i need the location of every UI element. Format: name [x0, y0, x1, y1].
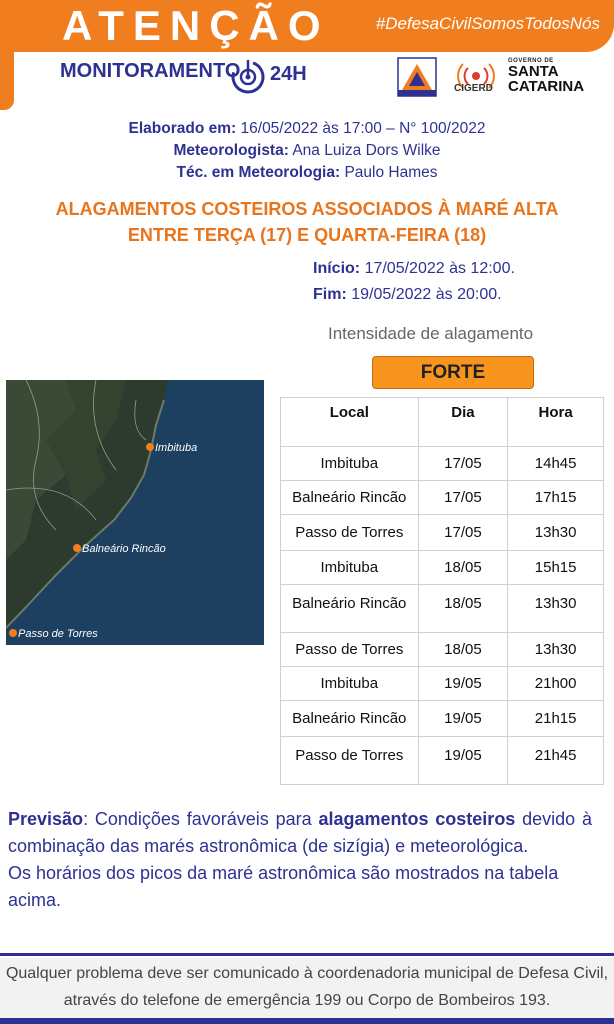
cell-local: Imbituba	[281, 447, 419, 481]
tecnico-line	[0, 162, 614, 184]
cell-hora: 21h45	[508, 737, 604, 785]
torres-label: Passo de Torres	[18, 628, 98, 640]
forecast-note: Os horários dos picos da maré astronômica são mostrados na tabela acima.	[8, 863, 559, 910]
header-hora: Hora	[508, 398, 604, 447]
sc-name-2: CATARINA	[508, 78, 585, 95]
forecast-label: Previsão	[8, 809, 84, 829]
fim-line	[313, 282, 515, 308]
table-row	[281, 515, 604, 551]
cell-dia: 19/05	[418, 667, 508, 701]
cell-local: Imbituba	[281, 667, 419, 701]
footer-line1: Qualquer problema deve ser comunicado à coordenadoria municipal de Defesa Civil,	[5, 965, 609, 982]
cell-dia: 17/05	[418, 447, 508, 481]
cell-local: Balneário Rincão	[281, 585, 419, 633]
intensity-label: Intensidade de alagamento	[328, 324, 534, 343]
tide-table	[280, 397, 604, 785]
header-dia: Dia	[418, 398, 508, 447]
inicio-value: 17/05/2022 às 12:00.	[364, 260, 515, 277]
table-row	[281, 585, 604, 633]
tecnico-value: Paulo Hames	[344, 164, 438, 181]
alert-period	[313, 256, 515, 308]
forecast-highlight: alagamentos costeiros	[318, 809, 516, 829]
table-row	[281, 447, 604, 481]
cell-hora: 21h15	[508, 701, 604, 737]
forecast-paragraph	[8, 806, 592, 860]
coastal-map	[6, 380, 264, 645]
monitoring-24h-icon	[228, 56, 268, 96]
cell-hora: 15h15	[508, 551, 604, 585]
forecast-text	[8, 806, 592, 914]
inicio-line	[313, 256, 515, 282]
imbituba-marker	[146, 443, 154, 451]
hashtag: #DefesaCivilSomosTodosNós	[375, 14, 600, 33]
header-banner	[0, 0, 614, 52]
cell-local: Balneário Rincão	[281, 701, 419, 737]
cell-hora: 21h00	[508, 667, 604, 701]
bulletin-meta	[0, 118, 614, 184]
alert-title-line2: ENTRE TERÇA (17) E QUARTA-FEIRA (18)	[127, 225, 487, 245]
sc-name-1: SANTA	[508, 63, 559, 80]
fim-label: Fim:	[313, 286, 347, 303]
cell-local: Balneário Rincão	[281, 481, 419, 515]
cell-hora: 13h30	[508, 585, 604, 633]
table-header-row	[281, 398, 604, 447]
footer-bar	[0, 1018, 614, 1024]
cell-dia: 18/05	[418, 551, 508, 585]
cell-local: Passo de Torres	[281, 737, 419, 785]
cell-hora: 13h30	[508, 633, 604, 667]
cell-dia: 17/05	[418, 515, 508, 551]
footer-line2: através do telefone de emergência 199 ou Corpo de Bombeiros 193.	[63, 992, 551, 1009]
monitoring-24h: 24H	[270, 63, 307, 85]
cell-dia: 19/05	[418, 701, 508, 737]
imbituba-label: Imbituba	[155, 442, 198, 454]
left-stripe	[0, 40, 14, 110]
elaborado-label: Elaborado em:	[128, 120, 237, 137]
alert-title	[0, 196, 614, 248]
header-local: Local	[281, 398, 419, 447]
rincao-marker	[73, 544, 81, 552]
intensity-badge: FORTE	[372, 356, 534, 389]
alert-title-line1: ALAGAMENTOS COSTEIROS ASSOCIADOS À MARÉ ALTA	[55, 199, 559, 219]
inicio-label: Início:	[313, 260, 361, 277]
sc-gov-label: GOVERNO DE	[508, 58, 554, 64]
meteorologista-label: Meteorologista:	[173, 142, 289, 159]
table-row	[281, 737, 604, 785]
elaborado-line	[0, 118, 614, 140]
forecast-text-b: devido à combinação das marés astronômica (de sizígia) e meteorológica.	[8, 809, 593, 856]
table-row	[281, 551, 604, 585]
torres-marker	[9, 629, 17, 637]
forecast-text-a: : Condições favoráveis para	[83, 809, 319, 829]
cell-dia: 18/05	[418, 585, 508, 633]
table-row	[281, 481, 604, 515]
cell-hora: 13h30	[508, 515, 604, 551]
cigerd-logo-text: CIGERD	[454, 83, 493, 94]
cell-dia: 17/05	[418, 481, 508, 515]
banner-title: ATENÇÃO	[62, 2, 330, 49]
rincao-label: Balneário Rincão	[82, 543, 166, 555]
table-row	[281, 633, 604, 667]
table-row	[281, 701, 604, 737]
defesa-civil-logo	[396, 56, 438, 98]
elaborado-value: 16/05/2022 às 17:00 – N° 100/2022	[240, 120, 486, 137]
cell-local: Passo de Torres	[281, 515, 419, 551]
cell-hora: 17h15	[508, 481, 604, 515]
cell-local: Imbituba	[281, 551, 419, 585]
tecnico-label: Téc. em Meteorologia:	[176, 164, 341, 181]
santa-catarina-logo	[508, 58, 584, 94]
cell-dia: 19/05	[418, 737, 508, 785]
meteorologista-value: Ana Luiza Dors Wilke	[292, 142, 441, 159]
footer-notice	[0, 958, 614, 1024]
cell-dia: 18/05	[418, 633, 508, 667]
cell-hora: 14h45	[508, 447, 604, 481]
monitoring-label: MONITORAMENTO	[60, 60, 241, 82]
cell-local: Passo de Torres	[281, 633, 419, 667]
table-row	[281, 667, 604, 701]
footer-divider	[0, 953, 614, 956]
meteorologista-line	[0, 140, 614, 162]
fim-value: 19/05/2022 às 20:00.	[351, 286, 502, 303]
